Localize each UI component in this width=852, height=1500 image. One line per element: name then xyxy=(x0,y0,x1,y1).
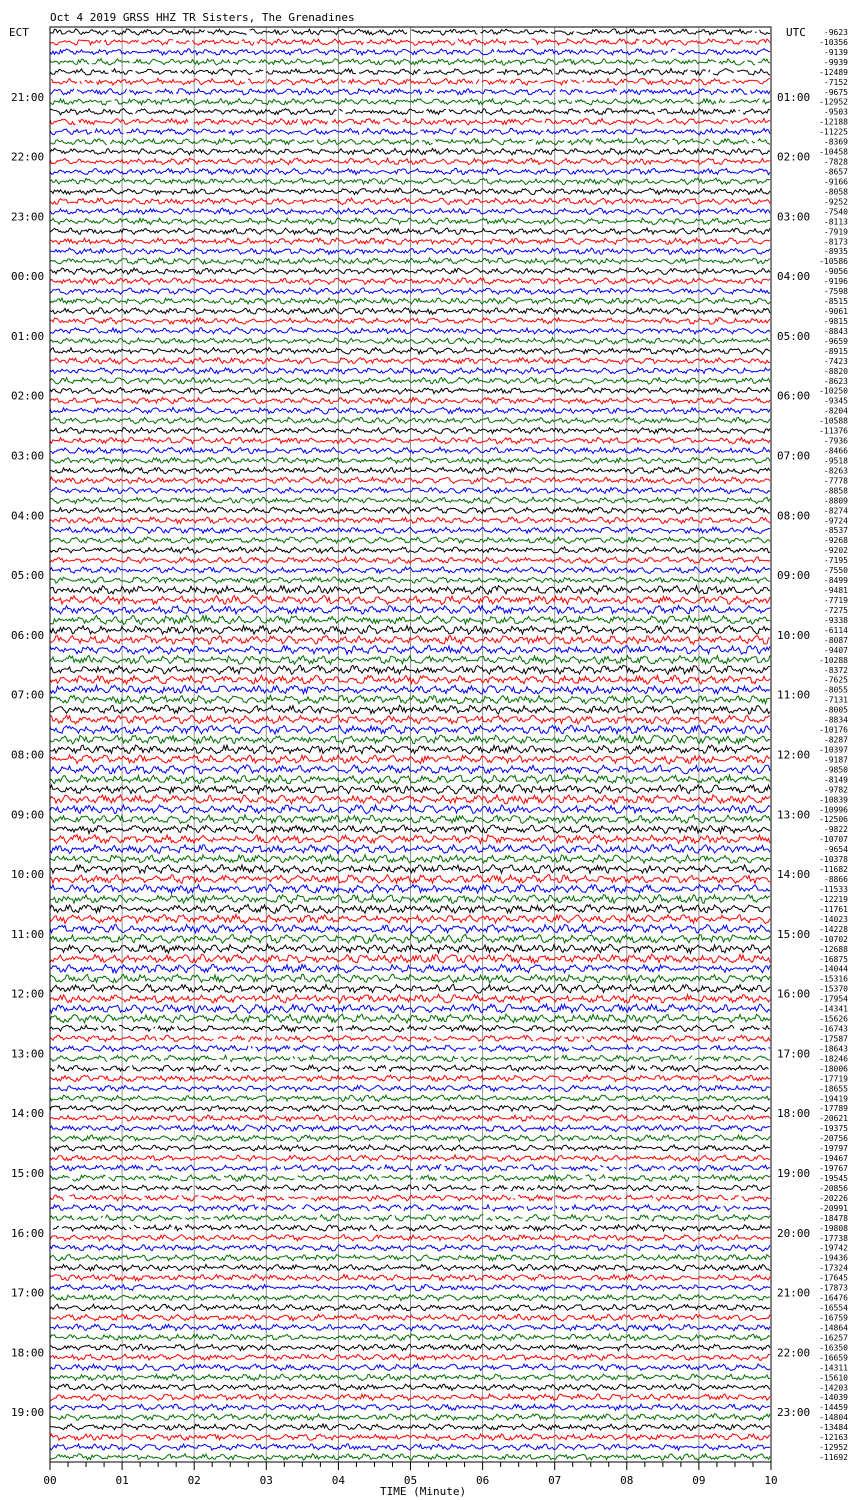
x-tick-label: 06 xyxy=(475,1474,490,1487)
trace-count-label: -8287 xyxy=(823,735,848,745)
trace-count-label: -14203 xyxy=(819,1383,848,1393)
trace-count-label: -20991 xyxy=(819,1203,848,1213)
x-tick-label: 05 xyxy=(403,1474,418,1487)
trace-count-label: -7625 xyxy=(823,675,848,685)
trace-count-label: -14804 xyxy=(819,1413,848,1423)
left-hour-label: 16:00 xyxy=(11,1226,45,1240)
trace-120 xyxy=(53,1225,770,1232)
trace-count-label: -10288 xyxy=(819,655,848,665)
trace-count-label: -9815 xyxy=(823,316,848,326)
right-hour-label: 10:00 xyxy=(777,628,811,642)
right-hour-label: 04:00 xyxy=(777,270,811,284)
trace-count-label: -7540 xyxy=(823,207,848,217)
right-hour-label: 11:00 xyxy=(777,688,811,702)
trace-count-label: -8055 xyxy=(823,685,848,695)
trace-count-label: -9850 xyxy=(823,765,848,775)
right-timezone-label: UTC xyxy=(786,26,806,39)
trace-count-label: -19545 xyxy=(819,1173,848,1183)
trace-104 xyxy=(50,1065,769,1072)
right-hour-label: 09:00 xyxy=(777,569,811,583)
trace-count-label: -17587 xyxy=(819,1034,848,1044)
trace-count-label: -12688 xyxy=(819,944,848,954)
trace-count-label: -9345 xyxy=(823,396,848,406)
left-hour-label: 03:00 xyxy=(11,449,45,463)
trace-count-label: -10586 xyxy=(819,257,848,267)
trace-count-label: -9659 xyxy=(823,336,848,346)
trace-count-label: -15626 xyxy=(819,1014,848,1024)
trace-count-label: -19767 xyxy=(819,1164,848,1174)
x-tick-label: 02 xyxy=(187,1474,201,1487)
trace-count-label: -18006 xyxy=(819,1064,848,1074)
trace-count-label: -18478 xyxy=(819,1213,848,1223)
left-hour-label: 04:00 xyxy=(11,509,45,523)
x-tick-label: 07 xyxy=(548,1474,562,1487)
left-hour-label: 18:00 xyxy=(11,1346,45,1360)
trace-count-label: -11692 xyxy=(819,1453,848,1463)
trace-count-label: -8005 xyxy=(823,705,848,715)
right-hour-label: 12:00 xyxy=(777,748,811,762)
trace-count-label: -19742 xyxy=(819,1243,848,1253)
trace-count-label: -8113 xyxy=(823,217,848,227)
trace-count-label: -8263 xyxy=(823,466,848,476)
trace-count-label: -8515 xyxy=(823,297,848,307)
trace-count-label: -7195 xyxy=(823,556,848,566)
trace-count-label: -10378 xyxy=(819,855,848,865)
trace-count-label: -10397 xyxy=(819,745,848,755)
right-hour-label: 14:00 xyxy=(777,868,811,882)
trace-count-label: -8499 xyxy=(823,576,848,586)
trace-count-label: -7919 xyxy=(823,227,848,237)
right-hour-label: 05:00 xyxy=(777,329,811,343)
trace-count-label: -8058 xyxy=(823,187,848,197)
trace-count-label: -15316 xyxy=(819,974,848,984)
trace-count-label: -17719 xyxy=(819,1074,848,1084)
trace-count-label: -19419 xyxy=(819,1094,848,1104)
left-hour-labels xyxy=(11,91,44,1419)
trace-count-label: -9202 xyxy=(823,546,848,556)
trace-count-label: -14311 xyxy=(819,1363,848,1373)
left-hour-label: 10:00 xyxy=(11,868,45,882)
trace-count-label: -9061 xyxy=(823,307,848,317)
trace-count-label: -8204 xyxy=(823,406,848,416)
trace-count-label: -7550 xyxy=(823,566,848,576)
trace-count-label: -14228 xyxy=(819,924,848,934)
trace-count-label: -7936 xyxy=(823,436,848,446)
trace-count-label: -8623 xyxy=(823,376,848,386)
trace-count-label: -9407 xyxy=(823,645,848,655)
trace-count-label: -14864 xyxy=(819,1323,848,1333)
x-tick-label: 10 xyxy=(764,1474,778,1487)
trace-count-label: -12489 xyxy=(819,67,848,77)
trace-count-label: -9252 xyxy=(823,197,848,207)
trace-count-label: -12952 xyxy=(819,97,848,107)
trace-count-label: -18655 xyxy=(819,1084,848,1094)
left-hour-label: 22:00 xyxy=(11,150,45,164)
trace-count-label: -8866 xyxy=(823,875,848,885)
trace-count-label: -18246 xyxy=(819,1054,848,1064)
trace-count-label: -11761 xyxy=(819,904,848,914)
trace-count-label: -9166 xyxy=(823,177,848,187)
trace-count-label: -10458 xyxy=(819,147,848,157)
trace-count-label: -9268 xyxy=(823,536,848,546)
trace-count-label: -10250 xyxy=(819,386,848,396)
x-axis-ticks xyxy=(43,1462,777,1487)
trace-count-label: -19436 xyxy=(819,1253,848,1263)
trace-count-label: -8820 xyxy=(823,366,848,376)
right-hour-label: 23:00 xyxy=(777,1406,811,1420)
trace-count-label: -13484 xyxy=(819,1423,848,1433)
trace-count-label: -9782 xyxy=(823,785,848,795)
trace-count-label: -19797 xyxy=(819,1144,848,1154)
trace-count-label: -9675 xyxy=(823,87,848,97)
trace-count-label: -8372 xyxy=(823,665,848,675)
trace-count-label: -8858 xyxy=(823,486,848,496)
trace-count-label: -8657 xyxy=(823,167,848,177)
trace-count-label: -14459 xyxy=(819,1403,848,1413)
right-hour-labels xyxy=(777,91,810,1419)
trace-count-label: -10707 xyxy=(819,835,848,845)
left-hour-label: 23:00 xyxy=(11,210,45,224)
left-hour-label: 11:00 xyxy=(11,927,45,941)
trace-count-label: -16257 xyxy=(819,1333,848,1343)
trace-count-label: -10839 xyxy=(819,795,848,805)
trace-count-label: -8173 xyxy=(823,237,848,247)
trace-count-label: -10176 xyxy=(819,725,848,735)
trace-count-label: -16759 xyxy=(819,1313,848,1323)
trace-count-label: -16554 xyxy=(819,1303,848,1313)
trace-count-label: -7275 xyxy=(823,605,848,615)
right-hour-label: 01:00 xyxy=(777,90,811,104)
trace-count-label: -8834 xyxy=(823,715,848,725)
right-hour-label: 17:00 xyxy=(777,1047,811,1061)
trace-count-label: -19375 xyxy=(819,1124,848,1134)
trace-count-label: -10356 xyxy=(819,37,848,47)
right-hour-label: 22:00 xyxy=(777,1346,811,1360)
trace-count-label: -9187 xyxy=(823,755,848,765)
trace-count-label: -9056 xyxy=(823,267,848,277)
right-hour-label: 13:00 xyxy=(777,808,811,822)
trace-count-label: -11376 xyxy=(819,426,848,436)
trace-count-label: -14023 xyxy=(819,914,848,924)
left-hour-label: 15:00 xyxy=(11,1167,45,1181)
right-hour-label: 07:00 xyxy=(777,449,811,463)
trace-count-label: -16875 xyxy=(819,954,848,964)
right-hour-label: 18:00 xyxy=(777,1107,811,1121)
left-hour-label: 01:00 xyxy=(11,329,45,343)
trace-count-label: -7778 xyxy=(823,476,848,486)
trace-count-label: -8149 xyxy=(823,775,848,785)
trace-count-label: -9139 xyxy=(823,47,848,57)
trace-count-label: -19467 xyxy=(819,1154,848,1164)
trace-count-label: -8915 xyxy=(823,346,848,356)
trace-count-label: -12219 xyxy=(819,894,848,904)
trace-count-label: -16659 xyxy=(819,1353,848,1363)
x-tick-label: 00 xyxy=(43,1474,57,1487)
trace-count-label: -9503 xyxy=(823,107,848,117)
trace-count-label: -19808 xyxy=(819,1223,848,1233)
trace-count-label: -7152 xyxy=(823,77,848,87)
left-hour-label: 17:00 xyxy=(11,1286,45,1300)
trace-count-label: -12188 xyxy=(819,117,848,127)
trace-count-label: -15370 xyxy=(819,984,848,994)
x-tick-label: 01 xyxy=(115,1474,129,1487)
trace-count-label: -20226 xyxy=(819,1193,848,1203)
chart-title: Oct 4 2019 GRSS HHZ TR Sisters, The Grenadines xyxy=(50,11,355,24)
trace-count-label: -20621 xyxy=(819,1114,848,1124)
trace-count-label: -20856 xyxy=(819,1183,848,1193)
trace-count-label: -8537 xyxy=(823,526,848,536)
trace-count-label: -17873 xyxy=(819,1283,848,1293)
trace-count-label: -17954 xyxy=(819,994,848,1004)
trace-count-label: -9481 xyxy=(823,586,848,596)
trace-count-label: -7828 xyxy=(823,157,848,167)
left-timezone-label: ECT xyxy=(9,26,29,39)
left-hour-label: 13:00 xyxy=(11,1047,45,1061)
right-hour-label: 15:00 xyxy=(777,927,811,941)
trace-count-label: -10588 xyxy=(819,416,848,426)
trace-count-label: -8466 xyxy=(823,446,848,456)
x-tick-label: 04 xyxy=(331,1474,346,1487)
left-hour-label: 05:00 xyxy=(11,569,45,583)
right-hour-label: 08:00 xyxy=(777,509,811,523)
right-hour-label: 06:00 xyxy=(777,389,811,403)
trace-count-label: -20756 xyxy=(819,1134,848,1144)
trace-count-label: -11682 xyxy=(819,865,848,875)
trace-count-label: -9939 xyxy=(823,57,848,67)
trace-count-label: -14044 xyxy=(819,964,848,974)
right-hour-label: 21:00 xyxy=(777,1286,811,1300)
trace-count-label: -15610 xyxy=(819,1373,848,1383)
trace-count-label: -7131 xyxy=(823,695,848,705)
left-hour-label: 12:00 xyxy=(11,987,45,1001)
trace-count-label: -16350 xyxy=(819,1343,848,1353)
trace-count-label: -16743 xyxy=(819,1024,848,1034)
trace-count-label: -9654 xyxy=(823,845,848,855)
trace-count-label: -10702 xyxy=(819,934,848,944)
trace-count-label: -9196 xyxy=(823,277,848,287)
trace-count-labels xyxy=(819,28,848,1462)
right-hour-label: 16:00 xyxy=(777,987,811,1001)
trace-count-label: -10996 xyxy=(819,805,848,815)
right-hour-label: 03:00 xyxy=(777,210,811,224)
x-tick-label: 03 xyxy=(259,1474,273,1487)
trace-count-label: -14039 xyxy=(819,1393,848,1403)
left-hour-label: 02:00 xyxy=(11,389,45,403)
trace-count-label: -8843 xyxy=(823,326,848,336)
trace-count-label: -9338 xyxy=(823,615,848,625)
right-hour-label: 20:00 xyxy=(777,1226,811,1240)
trace-count-label: -17789 xyxy=(819,1104,848,1114)
trace-count-label: -12506 xyxy=(819,815,848,825)
trace-count-label: -12952 xyxy=(819,1443,848,1453)
left-hour-label: 08:00 xyxy=(11,748,45,762)
trace-count-label: -7423 xyxy=(823,356,848,366)
x-tick-label: 08 xyxy=(620,1474,634,1487)
right-hour-label: 02:00 xyxy=(777,150,811,164)
trace-count-label: -9822 xyxy=(823,825,848,835)
x-axis-label: TIME (Minute) xyxy=(380,1485,467,1498)
left-hour-label: 14:00 xyxy=(11,1107,45,1121)
trace-count-label: -6114 xyxy=(823,625,848,635)
trace-count-label: -14341 xyxy=(819,1004,848,1014)
trace-count-label: -9623 xyxy=(823,27,848,37)
left-hour-label: 07:00 xyxy=(11,688,45,702)
trace-count-label: -8935 xyxy=(823,247,848,257)
trace-count-label: -9518 xyxy=(823,456,848,466)
trace-count-label: -8274 xyxy=(823,506,848,516)
trace-count-label: -11225 xyxy=(819,127,848,137)
trace-count-label: -16476 xyxy=(819,1293,848,1303)
trace-count-label: -8369 xyxy=(823,137,848,147)
trace-count-label: -17324 xyxy=(819,1263,848,1273)
trace-count-label: -9724 xyxy=(823,516,848,526)
trace-count-label: -8087 xyxy=(823,635,848,645)
trace-count-label: -8809 xyxy=(823,496,848,506)
left-hour-label: 00:00 xyxy=(11,270,45,284)
trace-count-label: -7719 xyxy=(823,596,848,606)
trace-count-label: -12163 xyxy=(819,1433,848,1443)
left-hour-label: 21:00 xyxy=(11,90,45,104)
trace-count-label: -17645 xyxy=(819,1273,848,1283)
trace-count-label: -18643 xyxy=(819,1044,848,1054)
left-hour-label: 19:00 xyxy=(11,1406,45,1420)
trace-count-label: -11533 xyxy=(819,884,848,894)
left-hour-label: 09:00 xyxy=(11,808,45,822)
left-hour-label: 06:00 xyxy=(11,628,45,642)
x-tick-label: 09 xyxy=(692,1474,706,1487)
right-hour-label: 19:00 xyxy=(777,1167,811,1181)
trace-count-label: -17738 xyxy=(819,1233,848,1243)
trace-count-label: -7598 xyxy=(823,287,848,297)
